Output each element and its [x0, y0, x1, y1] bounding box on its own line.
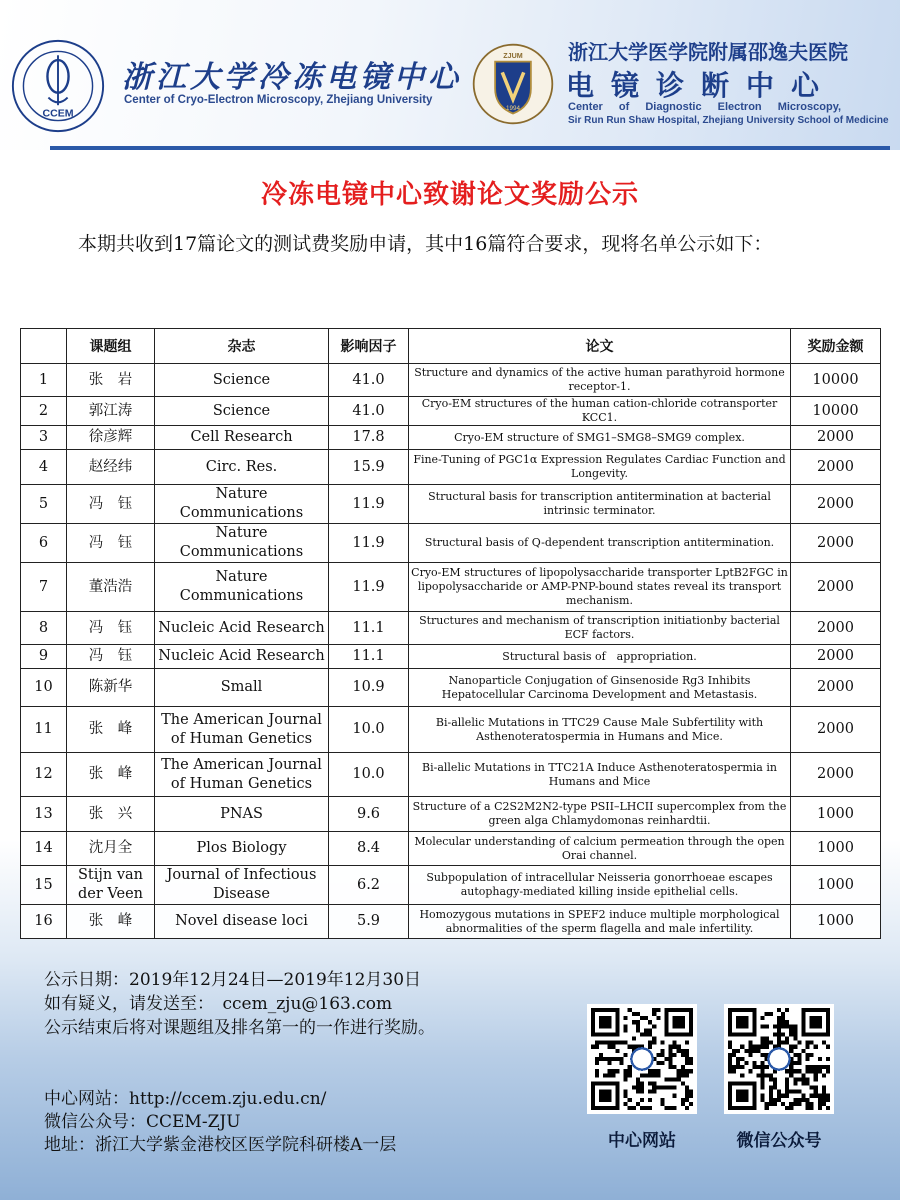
group-cell: 张 峰: [67, 707, 155, 753]
award-cell: 2000: [791, 485, 881, 524]
impact-factor-cell: 9.6: [329, 797, 409, 832]
impact-factor-cell: 11.9: [329, 524, 409, 563]
header-impact-factor: 影响因子: [329, 329, 409, 364]
header-group: 课题组: [67, 329, 155, 364]
table-row: [21, 426, 881, 450]
impact-factor-cell: 11.1: [329, 612, 409, 645]
table-row: [21, 485, 881, 524]
paper-cell: Homozygous mutations in SPEF2 induce multiple morphological abnormalities of the sperm flagella and male infertility.: [409, 905, 791, 939]
hospital-logo: [468, 42, 558, 126]
ccem-logo-text: CCEM: [42, 107, 74, 120]
journal-cell: Nature Communications: [155, 524, 329, 563]
group-cell: 郭江涛: [67, 397, 155, 426]
group-cell: 陈新华: [67, 669, 155, 707]
impact-factor-cell: 15.9: [329, 450, 409, 485]
table-row: [21, 753, 881, 797]
journal-cell: Plos Biology: [155, 832, 329, 866]
group-cell: 赵经纬: [67, 450, 155, 485]
impact-factor-cell: 17.8: [329, 426, 409, 450]
paper-cell: Structural basis of Q-dependent transcription antitermination.: [409, 524, 791, 563]
journal-cell: Science: [155, 364, 329, 397]
award-cell: 1000: [791, 797, 881, 832]
impact-factor-cell: 10.0: [329, 707, 409, 753]
paper-cell: Subpopulation of intracellular Neisseria gonorrhoeae escapes autophagy-mediated killing inside epithelial cells.: [409, 866, 791, 905]
right-org-cn-line1: 浙江大学医学院附属邵逸夫医院: [568, 42, 848, 64]
wechat-qr-code[interactable]: [724, 1004, 834, 1114]
header-banner: [0, 0, 900, 150]
impact-factor-cell: 10.9: [329, 669, 409, 707]
table-row: [21, 669, 881, 707]
award-cell: 10000: [791, 364, 881, 397]
group-cell: 张 峰: [67, 905, 155, 939]
group-cell: 冯 钰: [67, 645, 155, 669]
journal-cell: Novel disease loci: [155, 905, 329, 939]
award-cell: 2000: [791, 669, 881, 707]
row-number: 6: [21, 524, 67, 563]
award-cell: 1000: [791, 866, 881, 905]
group-cell: 沈月全: [67, 832, 155, 866]
table-row: [21, 524, 881, 563]
paper-cell: Cryo-EM structures of the human cation-chloride cotransporter KCC1.: [409, 397, 791, 426]
impact-factor-cell: 41.0: [329, 364, 409, 397]
contact-email[interactable]: 如有疑义，请发送至： ccem_zju@163.com: [44, 994, 393, 1014]
award-cell: 2000: [791, 450, 881, 485]
impact-factor-cell: 6.2: [329, 866, 409, 905]
paper-cell: Structural basis for transcription antitermination at bacterial intrinsic terminator.: [409, 485, 791, 524]
impact-factor-cell: 41.0: [329, 397, 409, 426]
table-body: [21, 364, 881, 939]
right-org-en-line2: Sir Run Run Shaw Hospital, Zhejiang University School of Medicine: [568, 115, 889, 126]
table-row: [21, 397, 881, 426]
hospital-logo-year: 1994: [506, 104, 520, 112]
publicity-date: 公示日期：2019年12月24日—2019年12月30日: [44, 970, 422, 990]
paper-cell: Structures and mechanism of transcription initiationby bacterial ECF factors.: [409, 612, 791, 645]
row-number: 9: [21, 645, 67, 669]
journal-cell: Cell Research: [155, 426, 329, 450]
impact-factor-cell: 11.9: [329, 563, 409, 612]
journal-cell: Circ. Res.: [155, 450, 329, 485]
wechat-qr-icon: [728, 1008, 830, 1110]
ccem-logo: [10, 38, 106, 134]
group-cell: 张 岩: [67, 364, 155, 397]
table-row: [21, 450, 881, 485]
table-row: [21, 612, 881, 645]
row-number: 15: [21, 866, 67, 905]
group-cell: 冯 钰: [67, 612, 155, 645]
group-cell: Stijn van der Veen: [67, 866, 155, 905]
table-row: [21, 707, 881, 753]
group-cell: 张 兴: [67, 797, 155, 832]
right-org-cn-line2: 电镜诊断中心: [566, 69, 837, 102]
journal-cell: Journal of Infectious Disease: [155, 866, 329, 905]
impact-factor-cell: 11.1: [329, 645, 409, 669]
award-cell: 1000: [791, 832, 881, 866]
award-cell: 2000: [791, 612, 881, 645]
paper-cell: Nanoparticle Conjugation of Ginsenoside Rg3 Inhibits Hepatocellular Carcinoma Development and Metastasis.: [409, 669, 791, 707]
journal-cell: Nature Communications: [155, 563, 329, 612]
row-number: 16: [21, 905, 67, 939]
impact-factor-cell: 10.0: [329, 753, 409, 797]
group-cell: 徐彦辉: [67, 426, 155, 450]
paper-cell: Bi-allelic Mutations in TTC21A Induce Asthenoteratospermia in Humans and Mice: [409, 753, 791, 797]
website-qr-code[interactable]: [587, 1004, 697, 1114]
left-org-en: Center of Cryo-Electron Microscopy, Zhejiang University: [124, 94, 433, 106]
row-number: 13: [21, 797, 67, 832]
row-number: 14: [21, 832, 67, 866]
wechat-account: 微信公众号：CCEM-ZJU: [44, 1112, 241, 1132]
award-cell: 2000: [791, 707, 881, 753]
footer-info: [44, 968, 435, 1040]
paper-cell: Cryo-EM structure of SMG1–SMG8–SMG9 complex.: [409, 426, 791, 450]
paper-cell: Fine-Tuning of PGC1α Expression Regulates Cardiac Function and Longevity.: [409, 450, 791, 485]
award-cell: 2000: [791, 524, 881, 563]
journal-cell: Nature Communications: [155, 485, 329, 524]
paper-cell: Molecular understanding of calcium permeation through the open Orai channel.: [409, 832, 791, 866]
group-cell: 冯 钰: [67, 524, 155, 563]
table-row: [21, 797, 881, 832]
award-cell: 10000: [791, 397, 881, 426]
group-cell: 张 峰: [67, 753, 155, 797]
website-link[interactable]: 中心网站：http://ccem.zju.edu.cn/: [44, 1089, 327, 1109]
table-row: [21, 563, 881, 612]
group-cell: 冯 钰: [67, 485, 155, 524]
row-number: 11: [21, 707, 67, 753]
paper-cell: Structural basis of appropriation.: [409, 645, 791, 669]
row-number: 8: [21, 612, 67, 645]
award-cell: 2000: [791, 645, 881, 669]
table-row: [21, 364, 881, 397]
group-cell: 董浩浩: [67, 563, 155, 612]
impact-factor-cell: 8.4: [329, 832, 409, 866]
hospital-logo-text: ZJUM: [503, 52, 523, 61]
table-row: [21, 645, 881, 669]
row-number: 1: [21, 364, 67, 397]
journal-cell: PNAS: [155, 797, 329, 832]
header-journal: 杂志: [155, 329, 329, 364]
paper-cell: Structure of a C2S2M2N2-type PSII–LHCII supercomplex from the green alga Chlamydomonas reinhardtii.: [409, 797, 791, 832]
row-number: 7: [21, 563, 67, 612]
paper-cell: Cryo-EM structures of lipopolysaccharide transporter LptB2FGC in lipopolysaccharide or AMP-PNP-bound states reveal its transport mechanism.: [409, 563, 791, 612]
impact-factor-cell: 11.9: [329, 485, 409, 524]
award-table: [20, 328, 881, 939]
header-no: [21, 329, 67, 364]
award-cell: 1000: [791, 905, 881, 939]
right-org-en-line1: Center of Diagnostic Electron Microscopy,: [568, 101, 842, 113]
row-number: 10: [21, 669, 67, 707]
page-title: 冷冻电镜中心致谢论文奖励公示: [260, 180, 639, 210]
table-row: [21, 866, 881, 905]
header-paper: 论文: [409, 329, 791, 364]
intro-text: 本期共收到17篇论文的测试费奖励申请，其中16篇符合要求，现将名单公示如下：: [78, 233, 773, 255]
journal-cell: The American Journal of Human Genetics: [155, 753, 329, 797]
footer-contact: [44, 1088, 396, 1157]
address: 地址：浙江大学紫金港校区医学院科研楼A一层: [44, 1135, 397, 1155]
website-qr-icon: [591, 1008, 693, 1110]
award-cell: 2000: [791, 753, 881, 797]
journal-cell: The American Journal of Human Genetics: [155, 707, 329, 753]
paper-cell: Bi-allelic Mutations in TTC29 Cause Male Subfertility with Asthenoteratospermia in Humans and Mice.: [409, 707, 791, 753]
header-award: 奖励金额: [791, 329, 881, 364]
row-number: 4: [21, 450, 67, 485]
award-note: 公示结束后将对课题组及排名第一的一作进行奖励。: [44, 1018, 435, 1038]
table-header-row: [21, 329, 881, 364]
award-cell: 2000: [791, 563, 881, 612]
impact-factor-cell: 5.9: [329, 905, 409, 939]
paper-cell: Structure and dynamics of the active human parathyroid hormone receptor-1.: [409, 364, 791, 397]
website-qr-label: 中心网站: [608, 1131, 676, 1151]
row-number: 3: [21, 426, 67, 450]
row-number: 12: [21, 753, 67, 797]
award-cell: 2000: [791, 426, 881, 450]
table-row: [21, 832, 881, 866]
journal-cell: Science: [155, 397, 329, 426]
journal-cell: Nucleic Acid Research: [155, 612, 329, 645]
row-number: 2: [21, 397, 67, 426]
row-number: 5: [21, 485, 67, 524]
header-divider: [50, 146, 890, 150]
table-row: [21, 905, 881, 939]
journal-cell: Nucleic Acid Research: [155, 645, 329, 669]
wechat-qr-label: 微信公众号: [736, 1131, 822, 1151]
left-org-cn: 浙江大学冷冻电镜中心: [122, 60, 462, 95]
journal-cell: Small: [155, 669, 329, 707]
